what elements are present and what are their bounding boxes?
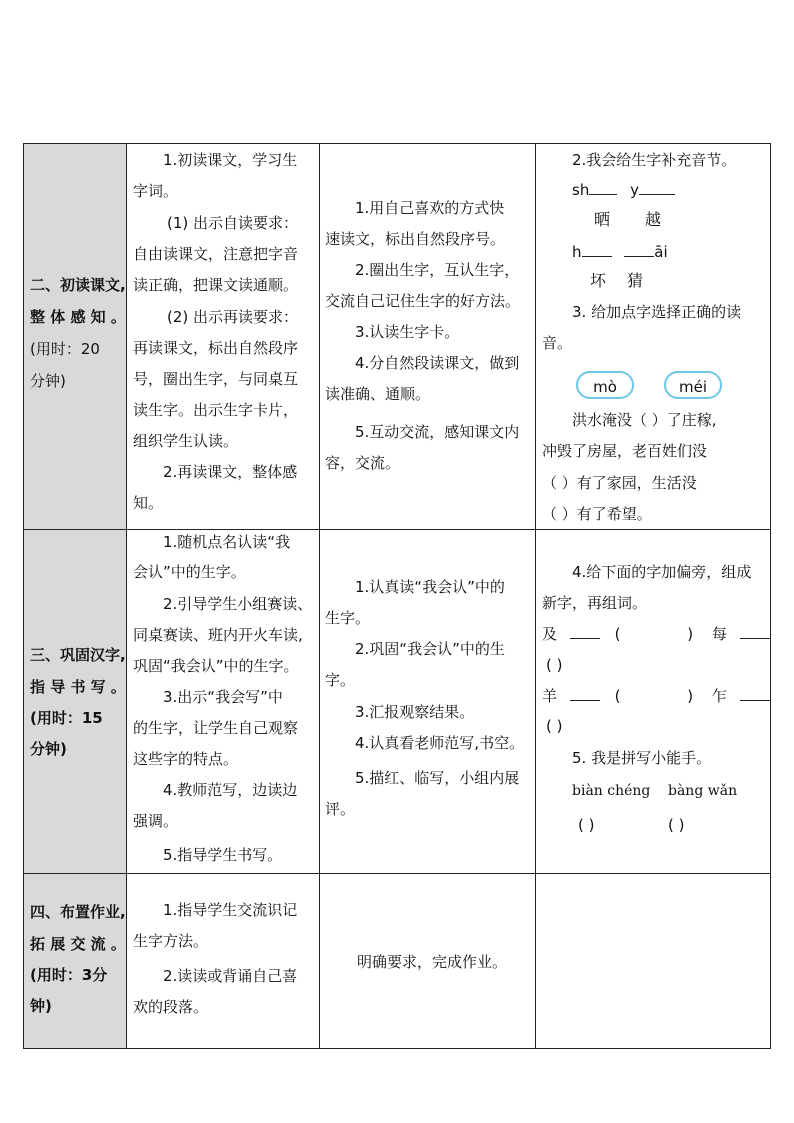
q2-char-1: 晒	[594, 210, 611, 229]
teacher-1-line-5: 读正确，把课文读通顺。	[133, 276, 299, 294]
q4-row-1	[542, 624, 770, 644]
student-1-line-9: 容，交流。	[325, 454, 401, 472]
student-2-line-7: 5.描红、临写，小组内展	[355, 769, 520, 787]
student-1-line-7: 读准确、通顺。	[325, 385, 431, 403]
q2-title: 2.我会给生字补充音节。	[572, 151, 737, 169]
teacher-1-line-10: 组织学生认读。	[133, 432, 239, 450]
q2-char-3: 坏	[590, 271, 607, 290]
stage-2-line-4: 分钟)	[30, 740, 67, 758]
teacher-3-line-2: 生字方法。	[133, 932, 209, 950]
q2-blank-1[interactable]	[589, 180, 617, 195]
q2-char-4: 猜	[627, 271, 644, 290]
teacher-2-line-6: 3.出示“我会写”中	[163, 688, 283, 706]
option-bubble-mo[interactable]: mò	[576, 371, 634, 399]
q3-title-2: 音。	[542, 334, 573, 352]
q3-title: 3. 给加点字选择正确的读	[572, 303, 742, 321]
q4-paren-3-close: )	[687, 687, 694, 705]
q4-paren-3: (	[614, 687, 621, 705]
teacher-1-line-1: 1.初读课文，学习生	[163, 151, 298, 169]
q2-pinyin-ai: āi	[654, 243, 668, 261]
teacher-3-line-3: 2.读读或背诵自己喜	[163, 967, 298, 985]
table-border-right	[770, 143, 771, 1049]
q4-blank-1[interactable]	[570, 624, 600, 639]
q3-sentence-2: 冲毁了房屋，老百姓们没	[542, 442, 708, 460]
student-2-line-3: 2.巩固“我会认”中的生	[355, 640, 505, 658]
q5-pinyin-2: bàng wǎn	[668, 783, 738, 799]
student-1-line-1: 1.用自己喜欢的方式快	[355, 199, 505, 217]
student-1-line-5: 3.认读生字卡。	[355, 323, 460, 341]
exercise-cell-3	[535, 873, 771, 1049]
q2-blank-3[interactable]	[582, 242, 612, 257]
q2-pinyin-row-2	[572, 242, 668, 262]
q4-char-mei: 每	[711, 625, 727, 643]
teacher-2-line-9: 4.教师范写，边读边	[163, 781, 298, 799]
student-2-line-6: 4.认真看老师范写,书空。	[355, 734, 525, 752]
q4-blank-4[interactable]	[740, 686, 770, 701]
q2-pinyin-y: y	[630, 181, 639, 199]
option-bubble-mei[interactable]: méi	[664, 371, 722, 399]
stage-2-line-3: (用时：15	[30, 709, 103, 727]
q4-paren-4: ( )	[546, 717, 563, 735]
stage-cell-3	[23, 873, 126, 1049]
q5-answer-2[interactable]: ( )	[668, 816, 685, 834]
q4-paren-1-close: )	[687, 625, 694, 643]
q4-row-2	[542, 686, 770, 706]
student-1-line-8: 5.互动交流，感知课文内	[355, 423, 520, 441]
teacher-1-line-3: (1) 出示自读要求：	[167, 214, 299, 232]
teacher-1-line-9: 读生字。出示生字卡片，	[133, 401, 299, 419]
teacher-1-line-11: 2.再读课文，整体感	[163, 463, 298, 481]
student-2-line-2: 生字。	[325, 609, 371, 627]
teacher-2-line-2: 会认”中的生字。	[133, 563, 246, 581]
teacher-2-line-8: 这些字的特点。	[133, 750, 239, 768]
q2-pinyin-h: h	[572, 243, 582, 261]
teacher-3-line-1: 1.指导学生交流识记	[163, 901, 298, 919]
q5-title: 5. 我是拼写小能手。	[572, 749, 712, 767]
teacher-2-line-1: 1.随机点名认读“我	[163, 533, 291, 551]
student-2-line-8: 评。	[325, 800, 356, 818]
stage-3-line-2: 拓 展 交 流 。	[30, 935, 126, 953]
q4-title-2: 新字，再组词。	[542, 594, 648, 612]
stage-1-line-2: 整 体 感 知 。	[30, 308, 126, 326]
teacher-1-line-2: 字词。	[133, 182, 179, 200]
student-1-line-3: 2.圈出生字，互认生字，	[355, 261, 520, 279]
student-2-line-1: 1.认真读“我会认”中的	[355, 578, 505, 596]
student-2-line-4: 字。	[325, 671, 356, 689]
stage-1-line-1: 二、初读课文,	[30, 276, 126, 294]
student-3-line-1: 明确要求，完成作业。	[357, 953, 508, 971]
q4-paren-1: (	[614, 625, 621, 643]
stage-3-line-3: (用时：3分	[30, 966, 108, 984]
q4-char-zha: 乍	[711, 687, 727, 705]
q2-pinyin-row-1	[572, 180, 675, 200]
q4-char-yang: 羊	[542, 687, 558, 705]
q4-char-ji: 及	[542, 625, 558, 643]
stage-1-line-4: 分钟)	[30, 372, 66, 390]
q5-answer-1[interactable]: ( )	[578, 816, 595, 834]
stage-3-line-4: 钟)	[30, 997, 52, 1015]
teacher-2-line-3: 2.引导学生小组赛读、	[163, 595, 313, 613]
stage-cell-1	[23, 143, 126, 529]
teacher-1-line-4: 自由读课文，注意把字音	[133, 245, 299, 263]
q2-blank-2[interactable]	[639, 180, 675, 195]
q2-pinyin-sh: sh	[572, 181, 590, 199]
teacher-2-line-10: 强调。	[133, 812, 179, 830]
stage-2-line-2: 指 导 书 写 。	[30, 678, 126, 696]
teacher-2-line-11: 5.指导学生书写。	[163, 846, 283, 864]
q2-blank-4[interactable]	[624, 242, 654, 257]
teacher-2-line-4: 同桌赛读、班内开火车读,	[133, 626, 303, 644]
student-2-line-5: 3.汇报观察结果。	[355, 703, 475, 721]
teacher-2-line-7: 的生字，让学生自己观察	[133, 719, 299, 737]
q3-sentence-4: （ ）有了希望。	[542, 505, 652, 523]
teacher-2-line-5: 巩固“我会认”中的生字。	[133, 657, 299, 675]
stage-3-line-1: 四、布置作业,	[30, 903, 126, 921]
teacher-1-line-6: (2) 出示再读要求：	[167, 308, 299, 326]
q3-sentence-3: （ ）有了家园，生活没	[542, 474, 697, 492]
q4-paren-2: ( )	[546, 656, 563, 674]
q5-pinyin-1: biàn chéng	[572, 783, 651, 799]
teacher-1-line-8: 号，圈出生字，与同桌互	[133, 370, 299, 388]
teacher-1-line-7: 再读课文，标出自然段序	[133, 339, 299, 357]
q4-blank-3[interactable]	[570, 686, 600, 701]
q2-char-2: 越	[645, 210, 662, 229]
student-1-line-4: 交流自己记住生字的好方法。	[325, 292, 521, 310]
student-1-line-6: 4.分自然段读课文，做到	[355, 354, 520, 372]
q3-sentence-1: 洪水淹没（ ）了庄稼,	[572, 411, 717, 429]
teacher-1-line-12: 知。	[133, 494, 164, 512]
stage-cell-2	[23, 529, 126, 873]
student-1-line-2: 速读文，标出自然段序号。	[325, 230, 506, 248]
table-border-bottom	[23, 1048, 771, 1049]
q4-blank-2[interactable]	[740, 624, 770, 639]
stage-1-line-3: (用时：20	[30, 340, 100, 358]
q4-title: 4.给下面的字加偏旁，组成	[572, 563, 752, 581]
teacher-3-line-4: 欢的段落。	[133, 998, 209, 1016]
stage-2-line-1: 三、巩固汉字,	[30, 646, 126, 664]
